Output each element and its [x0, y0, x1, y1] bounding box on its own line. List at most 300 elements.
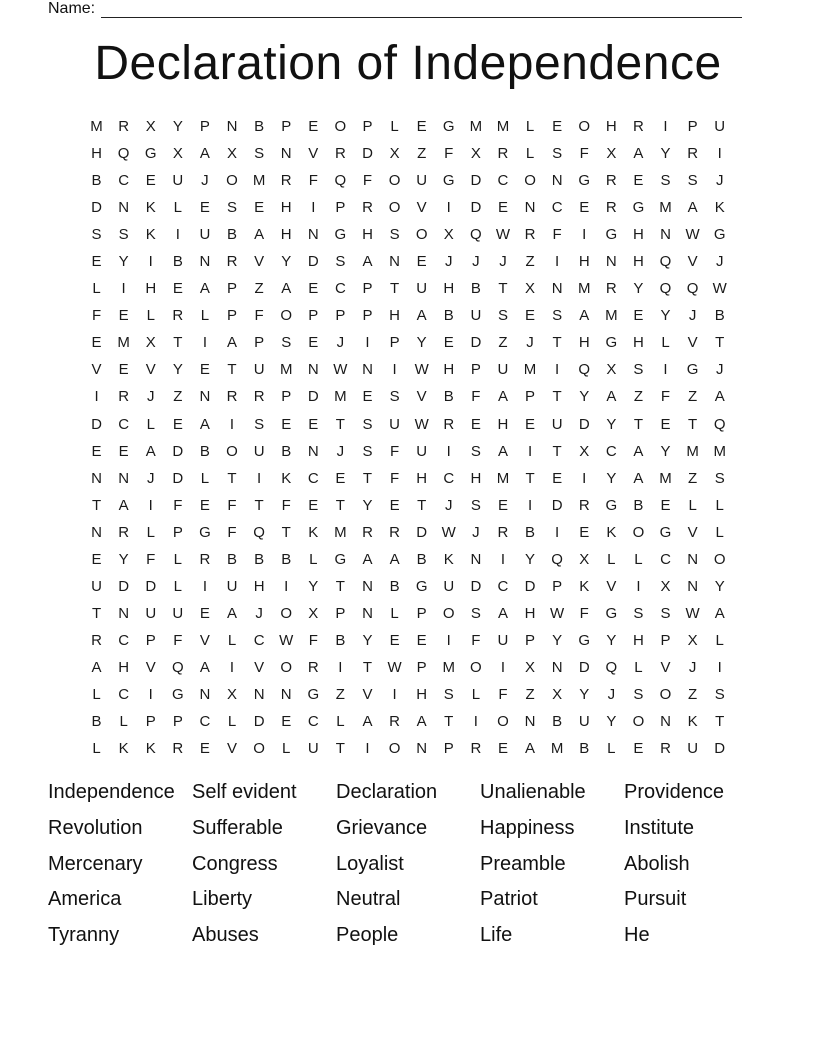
- grid-letter[interactable]: G: [605, 496, 618, 514]
- grid-letter[interactable]: L: [173, 550, 182, 568]
- grid-letter[interactable]: R: [389, 713, 400, 731]
- grid-letter[interactable]: C: [551, 199, 563, 217]
- grid-letter[interactable]: Q: [334, 172, 347, 190]
- grid-letter[interactable]: B: [552, 713, 563, 731]
- grid-letter[interactable]: U: [497, 361, 509, 379]
- grid-letter[interactable]: S: [281, 334, 292, 352]
- grid-letter[interactable]: E: [91, 442, 102, 460]
- grid-letter[interactable]: I: [121, 280, 126, 298]
- grid-letter[interactable]: T: [362, 658, 373, 676]
- grid-letter[interactable]: L: [146, 523, 155, 541]
- grid-letter[interactable]: P: [660, 631, 671, 649]
- grid-letter[interactable]: F: [660, 388, 671, 406]
- grid-letter[interactable]: E: [118, 361, 129, 379]
- grid-letter[interactable]: I: [202, 334, 207, 352]
- grid-letter[interactable]: I: [284, 577, 289, 595]
- grid-letter[interactable]: D: [578, 415, 590, 433]
- grid-letter[interactable]: G: [632, 199, 645, 217]
- grid-letter[interactable]: X: [606, 361, 617, 379]
- grid-letter[interactable]: N: [199, 388, 211, 406]
- grid-letter[interactable]: G: [578, 172, 591, 190]
- grid-letter[interactable]: G: [442, 118, 455, 136]
- grid-letter[interactable]: F: [146, 550, 156, 568]
- grid-letter[interactable]: I: [392, 686, 397, 703]
- grid-letter[interactable]: H: [633, 226, 644, 244]
- grid-letter[interactable]: E: [308, 415, 319, 433]
- grid-letter[interactable]: L: [173, 199, 182, 217]
- grid-letter[interactable]: F: [389, 442, 400, 460]
- grid-letter[interactable]: R: [605, 172, 617, 190]
- grid-letter[interactable]: U: [172, 172, 184, 190]
- grid-letter[interactable]: N: [416, 740, 428, 758]
- grid-letter[interactable]: I: [311, 199, 316, 217]
- grid-letter[interactable]: T: [715, 334, 725, 352]
- grid-letter[interactable]: H: [578, 334, 590, 352]
- grid-letter[interactable]: O: [659, 686, 672, 703]
- grid-letter[interactable]: C: [118, 172, 130, 190]
- grid-letter[interactable]: Y: [118, 253, 129, 271]
- grid-letter[interactable]: J: [472, 253, 480, 271]
- grid-letter[interactable]: H: [470, 469, 482, 487]
- grid-letter[interactable]: A: [633, 469, 644, 487]
- grid-letter[interactable]: H: [497, 415, 509, 433]
- grid-letter[interactable]: L: [634, 550, 643, 568]
- grid-letter[interactable]: M: [279, 361, 293, 379]
- grid-letter[interactable]: J: [499, 253, 507, 271]
- grid-letter[interactable]: Y: [579, 686, 590, 703]
- grid-letter[interactable]: U: [497, 631, 509, 649]
- grid-letter[interactable]: E: [416, 253, 427, 271]
- grid-letter[interactable]: U: [91, 577, 102, 595]
- grid-letter[interactable]: N: [307, 442, 319, 460]
- grid-letter[interactable]: L: [92, 280, 101, 298]
- grid-letter[interactable]: A: [687, 199, 698, 217]
- grid-letter[interactable]: T: [715, 713, 725, 731]
- grid-letter[interactable]: H: [416, 469, 428, 487]
- grid-letter[interactable]: M: [550, 740, 564, 758]
- grid-letter[interactable]: X: [579, 550, 590, 568]
- grid-letter[interactable]: B: [579, 740, 590, 758]
- grid-letter[interactable]: O: [713, 550, 726, 568]
- grid-letter[interactable]: D: [362, 145, 373, 163]
- grid-letter[interactable]: P: [552, 577, 563, 595]
- grid-letter[interactable]: J: [688, 658, 697, 676]
- grid-letter[interactable]: F: [552, 226, 562, 244]
- grid-letter[interactable]: X: [145, 334, 156, 352]
- grid-letter[interactable]: S: [362, 442, 373, 460]
- grid-letter[interactable]: B: [172, 253, 183, 271]
- grid-letter[interactable]: H: [443, 361, 455, 379]
- grid-letter[interactable]: X: [172, 145, 183, 163]
- grid-letter[interactable]: H: [633, 253, 644, 271]
- grid-letter[interactable]: B: [227, 550, 238, 568]
- grid-letter[interactable]: O: [334, 118, 347, 136]
- grid-letter[interactable]: E: [470, 415, 481, 433]
- grid-letter[interactable]: V: [416, 199, 427, 217]
- grid-letter[interactable]: K: [606, 523, 617, 541]
- grid-letter[interactable]: R: [443, 415, 455, 433]
- grid-letter[interactable]: J: [688, 307, 697, 325]
- grid-letter[interactable]: L: [200, 307, 210, 325]
- grid-letter[interactable]: L: [200, 469, 210, 487]
- grid-letter[interactable]: N: [362, 577, 373, 595]
- grid-letter[interactable]: A: [281, 280, 292, 298]
- grid-letter[interactable]: L: [92, 740, 101, 758]
- grid-letter[interactable]: E: [416, 631, 427, 649]
- grid-letter[interactable]: U: [172, 604, 184, 622]
- grid-letter[interactable]: T: [362, 469, 373, 487]
- grid-letter[interactable]: H: [633, 631, 644, 649]
- grid-letter[interactable]: O: [578, 118, 591, 136]
- grid-letter[interactable]: P: [145, 631, 156, 649]
- grid-letter[interactable]: I: [717, 145, 722, 163]
- grid-letter[interactable]: A: [254, 226, 265, 244]
- grid-letter[interactable]: S: [335, 253, 346, 271]
- grid-letter[interactable]: J: [336, 334, 345, 352]
- grid-letter[interactable]: I: [392, 361, 397, 379]
- grid-letter[interactable]: I: [473, 713, 478, 731]
- grid-letter[interactable]: R: [91, 631, 102, 649]
- grid-letter[interactable]: E: [389, 631, 400, 649]
- grid-letter[interactable]: A: [145, 442, 156, 460]
- grid-letter[interactable]: Z: [688, 388, 698, 406]
- grid-letter[interactable]: B: [254, 118, 265, 136]
- grid-letter[interactable]: R: [605, 199, 617, 217]
- grid-letter[interactable]: B: [227, 226, 238, 244]
- grid-letter[interactable]: N: [605, 253, 617, 271]
- grid-letter[interactable]: F: [579, 145, 589, 163]
- grid-letter[interactable]: I: [500, 658, 506, 676]
- grid-letter[interactable]: I: [148, 686, 153, 703]
- grid-letter[interactable]: N: [199, 686, 211, 703]
- grid-letter[interactable]: S: [91, 226, 102, 244]
- grid-letter[interactable]: A: [118, 496, 129, 514]
- grid-letter[interactable]: N: [307, 226, 319, 244]
- grid-letter[interactable]: W: [279, 631, 294, 649]
- grid-letter[interactable]: N: [91, 469, 102, 487]
- grid-letter[interactable]: L: [92, 686, 101, 703]
- grid-letter[interactable]: M: [577, 280, 591, 298]
- grid-letter[interactable]: A: [227, 334, 238, 352]
- grid-letter[interactable]: E: [91, 253, 102, 271]
- grid-letter[interactable]: A: [633, 442, 644, 460]
- grid-letter[interactable]: L: [688, 496, 697, 514]
- grid-letter[interactable]: I: [663, 361, 668, 379]
- grid-letter[interactable]: H: [524, 604, 536, 622]
- grid-letter[interactable]: S: [470, 442, 481, 460]
- grid-letter[interactable]: Z: [688, 686, 698, 703]
- grid-letter[interactable]: R: [118, 523, 130, 541]
- grid-letter[interactable]: T: [498, 280, 508, 298]
- grid-letter[interactable]: B: [525, 523, 536, 541]
- grid-letter[interactable]: G: [334, 550, 347, 568]
- grid-letter[interactable]: Z: [633, 388, 643, 406]
- grid-letter[interactable]: R: [687, 145, 699, 163]
- grid-letter[interactable]: N: [362, 361, 373, 379]
- grid-letter[interactable]: B: [714, 307, 725, 325]
- grid-letter[interactable]: H: [280, 199, 292, 217]
- grid-letter[interactable]: P: [443, 740, 454, 758]
- grid-letter[interactable]: E: [254, 199, 265, 217]
- grid-letter[interactable]: A: [362, 550, 373, 568]
- grid-letter[interactable]: E: [579, 523, 590, 541]
- grid-letter[interactable]: S: [254, 145, 265, 163]
- grid-letter[interactable]: T: [688, 415, 698, 433]
- grid-letter[interactable]: D: [470, 172, 482, 190]
- grid-letter[interactable]: A: [714, 388, 725, 406]
- grid-letter[interactable]: T: [335, 496, 345, 514]
- grid-letter[interactable]: V: [362, 686, 373, 703]
- grid-letter[interactable]: B: [281, 442, 292, 460]
- grid-letter[interactable]: O: [253, 740, 265, 758]
- grid-letter[interactable]: D: [118, 577, 130, 595]
- grid-letter[interactable]: O: [470, 658, 482, 676]
- grid-letter[interactable]: S: [552, 145, 563, 163]
- grid-letter[interactable]: V: [416, 388, 427, 406]
- grid-letter[interactable]: E: [552, 469, 563, 487]
- grid-letter[interactable]: S: [633, 604, 644, 622]
- grid-letter[interactable]: O: [226, 172, 238, 190]
- grid-letter[interactable]: S: [633, 686, 644, 703]
- grid-letter[interactable]: C: [253, 631, 265, 649]
- grid-letter[interactable]: O: [280, 307, 293, 325]
- grid-letter[interactable]: S: [497, 307, 508, 325]
- grid-letter[interactable]: I: [582, 226, 587, 244]
- grid-letter[interactable]: Y: [606, 713, 617, 731]
- grid-letter[interactable]: K: [443, 550, 454, 568]
- grid-letter[interactable]: W: [414, 415, 429, 433]
- grid-letter[interactable]: B: [254, 550, 265, 568]
- grid-letter[interactable]: A: [199, 145, 210, 163]
- grid-letter[interactable]: E: [633, 307, 644, 325]
- grid-letter[interactable]: C: [497, 577, 509, 595]
- grid-letter[interactable]: Y: [660, 307, 671, 325]
- grid-letter[interactable]: E: [308, 118, 319, 136]
- grid-letter[interactable]: J: [445, 253, 453, 271]
- grid-letter[interactable]: G: [334, 226, 347, 244]
- grid-letter[interactable]: Y: [552, 631, 563, 649]
- grid-letter[interactable]: H: [118, 658, 130, 676]
- grid-letter[interactable]: E: [308, 280, 319, 298]
- grid-letter[interactable]: V: [254, 253, 265, 271]
- grid-letter[interactable]: M: [686, 442, 699, 460]
- grid-letter[interactable]: P: [145, 713, 156, 731]
- grid-letter[interactable]: N: [280, 145, 292, 163]
- grid-letter[interactable]: R: [389, 523, 400, 541]
- grid-letter[interactable]: G: [415, 577, 428, 595]
- grid-letter[interactable]: I: [446, 442, 451, 460]
- grid-letter[interactable]: G: [686, 361, 699, 379]
- grid-letter[interactable]: M: [523, 361, 537, 379]
- grid-letter[interactable]: X: [470, 145, 481, 163]
- grid-letter[interactable]: O: [415, 226, 428, 244]
- grid-letter[interactable]: X: [145, 118, 156, 136]
- grid-letter[interactable]: E: [335, 469, 346, 487]
- grid-letter[interactable]: L: [146, 415, 155, 433]
- grid-letter[interactable]: Y: [714, 577, 725, 595]
- grid-letter[interactable]: E: [91, 334, 102, 352]
- grid-letter[interactable]: E: [172, 280, 183, 298]
- grid-letter[interactable]: K: [118, 740, 129, 758]
- grid-letter[interactable]: O: [388, 172, 401, 190]
- grid-letter[interactable]: F: [471, 388, 481, 406]
- grid-letter[interactable]: D: [416, 523, 428, 541]
- grid-letter[interactable]: P: [308, 307, 319, 325]
- grid-letter[interactable]: X: [660, 577, 671, 595]
- grid-letter[interactable]: S: [227, 199, 238, 217]
- grid-letter[interactable]: U: [551, 415, 563, 433]
- grid-letter[interactable]: C: [443, 469, 455, 487]
- grid-letter[interactable]: C: [199, 713, 211, 731]
- grid-letter[interactable]: N: [118, 469, 130, 487]
- grid-letter[interactable]: W: [685, 226, 700, 244]
- grid-letter[interactable]: G: [442, 172, 455, 190]
- grid-letter[interactable]: W: [712, 280, 727, 298]
- grid-letter[interactable]: C: [497, 172, 509, 190]
- grid-letter[interactable]: L: [661, 334, 670, 352]
- grid-letter[interactable]: E: [633, 172, 644, 190]
- grid-letter[interactable]: U: [714, 118, 726, 136]
- grid-letter[interactable]: A: [633, 145, 644, 163]
- grid-letter[interactable]: M: [334, 388, 347, 406]
- grid-letter[interactable]: M: [469, 118, 483, 136]
- grid-letter[interactable]: E: [660, 496, 671, 514]
- grid-letter[interactable]: T: [633, 415, 643, 433]
- grid-letter[interactable]: J: [715, 361, 724, 379]
- grid-letter[interactable]: L: [715, 523, 724, 541]
- grid-letter[interactable]: Z: [173, 388, 183, 406]
- grid-letter[interactable]: S: [633, 361, 644, 379]
- grid-letter[interactable]: F: [173, 631, 183, 649]
- grid-letter[interactable]: G: [605, 226, 618, 244]
- grid-letter[interactable]: I: [94, 388, 99, 406]
- grid-letter[interactable]: C: [118, 631, 130, 649]
- grid-letter[interactable]: T: [227, 469, 237, 487]
- grid-letter[interactable]: A: [497, 388, 508, 406]
- name-field-line[interactable]: [101, 2, 742, 18]
- grid-letter[interactable]: E: [118, 442, 129, 460]
- grid-letter[interactable]: N: [660, 713, 671, 731]
- grid-letter[interactable]: F: [362, 172, 373, 190]
- grid-letter[interactable]: H: [443, 280, 455, 298]
- grid-letter[interactable]: G: [307, 686, 320, 703]
- grid-letter[interactable]: I: [663, 118, 668, 136]
- grid-letter[interactable]: P: [389, 334, 400, 352]
- grid-letter[interactable]: R: [362, 523, 373, 541]
- grid-letter[interactable]: E: [389, 496, 400, 514]
- grid-letter[interactable]: Y: [606, 631, 617, 649]
- grid-letter[interactable]: K: [579, 577, 590, 595]
- grid-letter[interactable]: Z: [498, 334, 508, 352]
- grid-letter[interactable]: C: [307, 469, 319, 487]
- grid-letter[interactable]: S: [470, 604, 481, 622]
- grid-letter[interactable]: J: [445, 496, 453, 514]
- grid-letter[interactable]: Q: [171, 658, 184, 676]
- grid-letter[interactable]: I: [229, 658, 235, 676]
- grid-letter[interactable]: I: [148, 253, 153, 271]
- grid-letter[interactable]: Y: [308, 577, 319, 595]
- grid-letter[interactable]: J: [146, 469, 155, 487]
- grid-letter[interactable]: P: [687, 118, 698, 136]
- grid-letter[interactable]: N: [470, 550, 482, 568]
- grid-letter[interactable]: U: [253, 442, 265, 460]
- grid-letter[interactable]: T: [552, 388, 562, 406]
- grid-letter[interactable]: O: [226, 442, 238, 460]
- grid-letter[interactable]: L: [471, 686, 481, 703]
- grid-letter[interactable]: I: [500, 550, 506, 568]
- grid-letter[interactable]: D: [307, 253, 319, 271]
- grid-letter[interactable]: Y: [172, 118, 183, 136]
- grid-letter[interactable]: W: [333, 361, 348, 379]
- grid-letter[interactable]: P: [281, 118, 292, 136]
- grid-letter[interactable]: G: [578, 631, 591, 649]
- grid-letter[interactable]: G: [659, 523, 672, 541]
- grid-letter[interactable]: L: [336, 713, 345, 731]
- grid-letter[interactable]: N: [687, 550, 699, 568]
- grid-letter[interactable]: W: [685, 604, 700, 622]
- grid-letter[interactable]: M: [659, 469, 672, 487]
- grid-letter[interactable]: S: [118, 226, 129, 244]
- grid-letter[interactable]: E: [416, 118, 427, 136]
- grid-letter[interactable]: G: [199, 523, 211, 541]
- grid-letter[interactable]: P: [227, 307, 238, 325]
- grid-letter[interactable]: N: [118, 604, 130, 622]
- grid-letter[interactable]: E: [199, 604, 210, 622]
- grid-letter[interactable]: V: [687, 523, 698, 541]
- grid-letter[interactable]: Q: [686, 280, 699, 298]
- grid-letter[interactable]: A: [606, 388, 617, 406]
- grid-letter[interactable]: M: [659, 199, 672, 217]
- grid-letter[interactable]: E: [660, 415, 671, 433]
- grid-letter[interactable]: P: [335, 307, 346, 325]
- grid-letter[interactable]: U: [687, 740, 699, 758]
- grid-letter[interactable]: Y: [660, 442, 671, 460]
- grid-letter[interactable]: I: [202, 577, 207, 595]
- grid-letter[interactable]: F: [227, 523, 237, 541]
- grid-letter[interactable]: P: [281, 388, 292, 406]
- grid-letter[interactable]: J: [472, 523, 480, 541]
- grid-letter[interactable]: I: [338, 658, 343, 676]
- grid-letter[interactable]: B: [416, 550, 427, 568]
- grid-letter[interactable]: H: [145, 280, 157, 298]
- grid-letter[interactable]: L: [119, 713, 128, 731]
- grid-letter[interactable]: Y: [416, 334, 427, 352]
- grid-letter[interactable]: U: [226, 577, 238, 595]
- grid-letter[interactable]: C: [605, 442, 617, 460]
- grid-letter[interactable]: I: [582, 469, 587, 487]
- grid-letter[interactable]: K: [308, 523, 319, 541]
- grid-letter[interactable]: U: [199, 226, 211, 244]
- grid-letter[interactable]: D: [470, 334, 482, 352]
- grid-letter[interactable]: U: [389, 415, 400, 433]
- grid-letter[interactable]: F: [579, 604, 589, 622]
- grid-letter[interactable]: F: [227, 496, 237, 514]
- grid-letter[interactable]: D: [578, 658, 590, 676]
- grid-letter[interactable]: J: [715, 253, 724, 271]
- grid-letter[interactable]: H: [91, 145, 102, 163]
- grid-letter[interactable]: B: [633, 496, 644, 514]
- grid-letter[interactable]: E: [633, 740, 644, 758]
- grid-letter[interactable]: X: [525, 658, 536, 676]
- grid-letter[interactable]: D: [91, 415, 102, 433]
- grid-letter[interactable]: X: [687, 631, 698, 649]
- grid-letter[interactable]: E: [199, 740, 210, 758]
- grid-letter[interactable]: V: [227, 740, 238, 758]
- grid-letter[interactable]: M: [442, 658, 456, 676]
- grid-letter[interactable]: A: [199, 415, 210, 433]
- grid-letter[interactable]: I: [555, 361, 560, 379]
- grid-letter[interactable]: K: [687, 713, 698, 731]
